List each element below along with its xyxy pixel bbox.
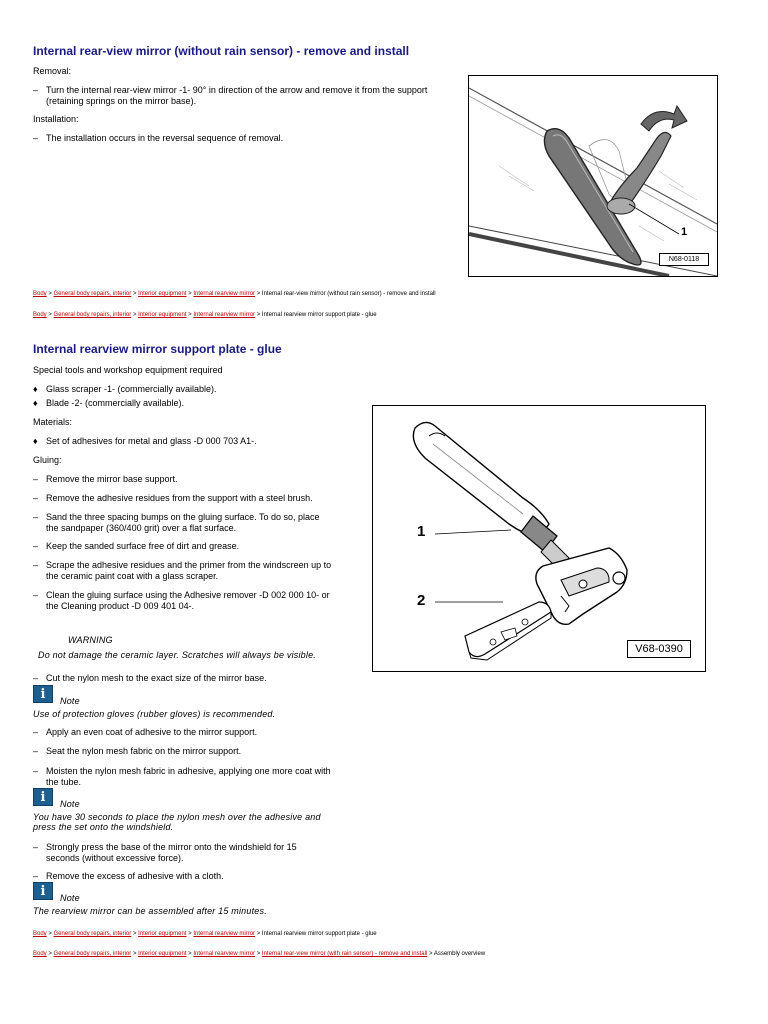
breadcrumb-separator: >	[132, 931, 137, 937]
figure-glass-scraper	[372, 405, 706, 672]
dash-marker: –	[33, 474, 39, 484]
breadcrumb-link-body[interactable]: Body	[33, 931, 47, 937]
material-item	[33, 436, 353, 447]
gluing-step-text: Moisten the nylon mesh fabric in adhesive, applying one more coat with	[46, 766, 331, 776]
info-icon-glyph: i	[40, 687, 46, 702]
note-label: Note	[60, 893, 80, 903]
breadcrumb-link-internal-rearview-mirror[interactable]: Internal rearview mirror	[193, 312, 256, 318]
gluing-step-text: Keep the sanded surface free of dirt and grease.	[46, 541, 240, 551]
breadcrumb-separator: >	[188, 312, 192, 318]
breadcrumb-separator: >	[256, 312, 261, 318]
tools-label: Special tools and workshop equipment required	[33, 365, 223, 375]
figure-id-label: V68-0390	[627, 640, 691, 658]
note-text-line1: You have 30 seconds to place the nylon mesh over the adhesive and	[33, 812, 321, 822]
dash-marker: –	[33, 842, 39, 852]
removal-step-line2: (retaining springs on the mirror base).	[46, 95, 197, 106]
dash-marker: –	[33, 590, 39, 600]
info-icon	[33, 685, 53, 703]
materials-label: Materials:	[33, 417, 73, 427]
gluing-step-text: the Cleaning product -D 009 401 04-.	[46, 600, 195, 611]
info-icon	[33, 882, 53, 900]
breadcrumb-separator: >	[188, 291, 192, 297]
gluing-step	[33, 766, 363, 788]
dash-marker: –	[33, 727, 39, 737]
warning-label: WARNING	[68, 635, 113, 645]
dash-marker: –	[33, 512, 39, 522]
gluing-step	[33, 541, 363, 552]
gluing-step	[33, 474, 363, 485]
gluing-step-text: Clean the gluing surface using the Adhesive remover -D 002 000 10- or	[46, 590, 330, 600]
installation-label: Installation:	[33, 114, 79, 124]
breadcrumb-current: Internal rear-view mirror (without rain sensor) - remove and install	[261, 291, 436, 297]
figure-mirror-removal	[468, 75, 718, 277]
tool-item-text: Glass scraper -1- (commercially available).	[46, 384, 217, 394]
breadcrumb-separator: >	[256, 951, 261, 957]
gluing-step	[33, 871, 363, 882]
material-item-text: Set of adhesives for metal and glass -D 000 703 A1-.	[46, 436, 257, 446]
breadcrumb-link-general-body-repairs[interactable]: General body repairs, interior	[53, 312, 132, 318]
gluing-step-text: Strongly press the base of the mirror onto the windshield for 15	[46, 842, 297, 852]
figure-callout-2: 2	[417, 592, 426, 609]
note-label: Note	[60, 799, 80, 809]
breadcrumb-link-internal-rearview-mirror[interactable]: Internal rearview mirror	[193, 291, 256, 297]
bullet-marker: ♦	[33, 436, 38, 446]
tool-item-text: Blade -2- (commercially available).	[46, 398, 185, 408]
breadcrumb-1	[33, 290, 436, 298]
gluing-step	[33, 512, 363, 534]
breadcrumb-link-body[interactable]: Body	[33, 312, 47, 318]
note-text-line2: press the set onto the windshield.	[33, 822, 174, 832]
dash-marker: –	[33, 871, 39, 881]
gluing-step-text: Cut the nylon mesh to the exact size of the mirror base.	[46, 673, 267, 683]
note-text: The rearview mirror can be assembled after 15 minutes.	[33, 906, 267, 916]
gluing-step-text: Apply an even coat of adhesive to the mirror support.	[46, 727, 258, 737]
breadcrumb-separator: >	[256, 291, 261, 297]
breadcrumb-separator: >	[48, 951, 52, 957]
dash-marker: –	[33, 85, 39, 95]
breadcrumb-separator: >	[48, 291, 52, 297]
breadcrumb-link-mirror-with-rain-sensor[interactable]: Internal rear-view mirror (with rain sensor) - remove and install	[261, 951, 428, 957]
breadcrumb-link-general-body-repairs[interactable]: General body repairs, interior	[53, 951, 132, 957]
breadcrumb-link-body[interactable]: Body	[33, 951, 47, 957]
breadcrumb-separator: >	[132, 312, 137, 318]
tool-item	[33, 398, 353, 409]
figure-callout-1: 1	[417, 523, 426, 540]
breadcrumb-separator: >	[188, 951, 192, 957]
breadcrumb-3	[33, 930, 377, 938]
note-text: Use of protection gloves (rubber gloves) is recommended.	[33, 709, 276, 719]
figure-id-label: N68-0118	[659, 253, 709, 266]
breadcrumb-separator: >	[48, 312, 52, 318]
section-title-support-plate-glue: Internal rearview mirror support plate - glue	[33, 342, 282, 356]
removal-step-line1: Turn the internal rear-view mirror -1- 90° in direction of the arrow and remove it from the support	[46, 85, 428, 95]
gluing-step	[33, 727, 363, 738]
figure-callout-1: 1	[681, 226, 688, 238]
breadcrumb-link-interior-equipment[interactable]: Interior equipment	[138, 951, 187, 957]
info-icon-glyph: i	[40, 790, 46, 805]
section-title-mirror-remove-install: Internal rear-view mirror (without rain sensor) - remove and install	[33, 44, 410, 58]
gluing-step	[33, 673, 363, 684]
gluing-step	[33, 590, 363, 612]
gluing-step	[33, 560, 363, 582]
breadcrumb-separator: >	[132, 951, 137, 957]
bullet-marker: ♦	[33, 384, 38, 394]
gluing-step-text: Remove the mirror base support.	[46, 474, 178, 484]
breadcrumb-current: Internal rearview mirror support plate - glue	[261, 312, 377, 318]
gluing-step-text: seconds (without excessive force).	[46, 852, 184, 863]
warning-text: Do not damage the ceramic layer. Scratches will always be visible.	[38, 650, 316, 660]
info-icon	[33, 788, 53, 806]
installation-step	[33, 133, 453, 144]
dash-marker: –	[33, 560, 39, 570]
tool-item	[33, 384, 353, 395]
dash-marker: –	[33, 541, 39, 551]
bullet-marker: ♦	[33, 398, 38, 408]
note-label: Note	[60, 696, 80, 706]
mirror-illustration	[469, 76, 717, 276]
breadcrumb-separator: >	[48, 931, 52, 937]
breadcrumb-current: Assembly overview	[433, 951, 486, 957]
gluing-step-text: the ceramic paint coat with a glass scraper.	[46, 570, 219, 581]
dash-marker: –	[33, 746, 39, 756]
breadcrumb-link-interior-equipment[interactable]: Interior equipment	[138, 312, 187, 318]
info-icon-glyph: i	[40, 884, 46, 899]
dash-marker: –	[33, 766, 39, 776]
dash-marker: –	[33, 493, 39, 503]
dash-marker: –	[33, 673, 39, 683]
breadcrumb-2	[33, 311, 377, 319]
removal-step	[33, 85, 453, 107]
breadcrumb-separator: >	[132, 291, 137, 297]
gluing-step	[33, 842, 363, 864]
gluing-step-text: Remove the adhesive residues from the support with a steel brush.	[46, 493, 313, 503]
installation-step-text: The installation occurs in the reversal sequence of removal.	[46, 133, 284, 143]
gluing-step-text: Remove the excess of adhesive with a cloth.	[46, 871, 224, 881]
gluing-step-text: Sand the three spacing bumps on the gluing surface. To do so, place	[46, 512, 320, 522]
breadcrumb-link-general-body-repairs[interactable]: General body repairs, interior	[53, 291, 132, 297]
breadcrumb-link-internal-rearview-mirror[interactable]: Internal rearview mirror	[193, 951, 256, 957]
breadcrumb-link-internal-rearview-mirror[interactable]: Internal rearview mirror	[193, 931, 256, 937]
breadcrumb-4	[33, 950, 485, 958]
gluing-step-text: the tube.	[46, 776, 82, 787]
gluing-step-text: Seat the nylon mesh fabric on the mirror support.	[46, 746, 242, 756]
breadcrumb-separator: >	[188, 931, 192, 937]
breadcrumb-separator: >	[428, 951, 433, 957]
breadcrumb-separator: >	[256, 931, 261, 937]
removal-label: Removal:	[33, 66, 72, 76]
dash-marker: –	[33, 133, 39, 143]
breadcrumb-current: Internal rearview mirror support plate - glue	[261, 931, 377, 937]
breadcrumb-link-general-body-repairs[interactable]: General body repairs, interior	[53, 931, 132, 937]
breadcrumb-link-body[interactable]: Body	[33, 291, 47, 297]
breadcrumb-link-interior-equipment[interactable]: Interior equipment	[138, 931, 187, 937]
gluing-step	[33, 746, 363, 757]
gluing-step	[33, 493, 363, 504]
gluing-step-text: the sandpaper (360/400 grit) over a flat surface.	[46, 522, 237, 533]
breadcrumb-link-interior-equipment[interactable]: Interior equipment	[138, 291, 187, 297]
gluing-label: Gluing:	[33, 455, 62, 465]
gluing-step-text: Scrape the adhesive residues and the primer from the windscreen up to	[46, 560, 332, 570]
